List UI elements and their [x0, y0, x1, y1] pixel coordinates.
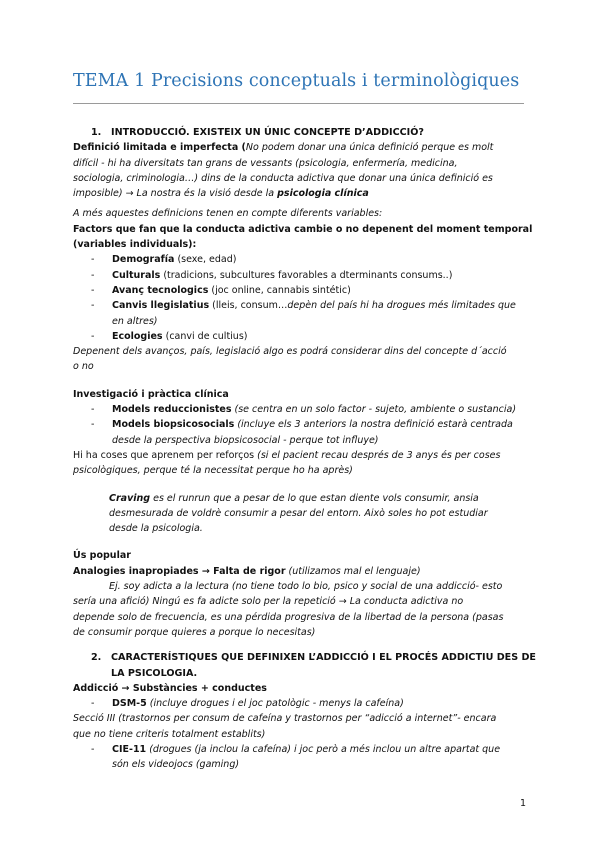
list-item: - CIE-11 (drogues (ja inclou la cafeína) i joc però a més inclou un altre apartat que [91, 743, 501, 755]
example-line-2: sería una afició) Ningú es fa adicte solo per la repetició → La conducta adictiva no [73, 596, 464, 608]
craving-line-1: Craving es el runrun que a pesar de lo que estan diente vols consumir, ansia [109, 492, 479, 504]
craving-line-3: desde la psicologia. [109, 523, 203, 535]
factors-line-1: Factors que fan que la conducta adictiva cambie o no depenent del moment temporal [73, 223, 533, 235]
section-2-heading: 2. CARACTERÍSTIQUES QUE DEFINIXEN L’ADDICCIÓ I EL PROCÉS ADDICTIU DES DE [91, 652, 536, 664]
list-item: - Demografía (sexe, edad) [91, 254, 237, 266]
list-item: - DSM-5 (incluye drogues i el joc patològic - menys la cafeína) [91, 698, 404, 710]
section-iii-line-1: Secció III (trastornos per consum de cafeína y trastornos per “adicció a internet”- encara [73, 713, 497, 725]
research-heading: Investigació i pràctica clínica [73, 388, 229, 400]
example-line-3: depende solo de frecuencia, es una pérdida progresiva de la libertad de la persona (pasas [73, 611, 504, 623]
list-item-continuation: en altres) [112, 315, 158, 327]
example-line-4: de consumir porque quieres a porque lo necesitas) [73, 626, 316, 638]
example-line-1: Ej. soy adicta a la lectura (no tiene todo lo bio, psico y social de una addicció- esto [109, 581, 503, 593]
list-item-continuation: són els videojocs (gaming) [112, 759, 240, 771]
page-title: TEMA 1 Precisions conceptuals i terminològiques [73, 71, 520, 91]
analogies-line: Analogies inapropiades → Falta de rigor (utilizamos mal el lenguaje) [73, 565, 421, 577]
craving-line-2: desmesurada de voldrè consumir a pesar del entorn. Això soles ho pot estudiar [109, 507, 488, 519]
reinforcement-line-1: Hi ha coses que aprenem per reforços (si el pacient recau després de 3 anys és per coses [73, 449, 501, 461]
section-2-heading-continuation: LA PSICOLOGIA. [111, 667, 198, 679]
dependence-line-2: o no [73, 361, 94, 373]
page-number: 1 [520, 798, 527, 809]
list-item: - Ecologies (canvi de cultius) [91, 330, 248, 342]
popular-use-heading: Ús popular [73, 550, 131, 562]
variables-intro: A més aquestes definicions tenen en compte diferents variables: [73, 208, 383, 220]
list-item: - Models reduccionistes (se centra en un solo factor - sujeto, ambiente o sustancia) [91, 404, 517, 416]
reinforcement-line-2: psicològiques, perque té la necessitat perque ho ha après) [73, 465, 353, 477]
title-divider [73, 103, 524, 104]
definition-line-2: difícil - hi ha diversitats tan grans de vessants (psicologia, enfermería, medicina, [73, 157, 458, 169]
section-1 [73, 125, 536, 773]
list-item-continuation: desde la perspectiva biopsicosocial - perque tot influye) [112, 434, 379, 446]
definition-line-3: sociologia, criminologia…) dins de la conducta adictiva que donar una única definició es [73, 172, 493, 184]
list-item: - Canvis llegislatius (lleis, consum…depèn del país hi ha drogues més limitades que [91, 300, 516, 312]
list-item: - Models biopsicosocials (incluye els 3 anteriors la nostra definició estarà centrada [91, 419, 513, 431]
list-item: - Avanç tecnologics (joc online, cannabis sintétic) [91, 284, 351, 296]
section-iii-line-2: que no tiene criteris totalment establits) [73, 728, 266, 740]
addiction-line: Addicció → Substàncies + conductes [73, 682, 267, 694]
definition-line-4: imposible) → La nostra és la visió desde la psicologia clínica [73, 188, 369, 200]
factors-line-2: (variables individuals): [73, 239, 197, 251]
section-1-heading: 1. INTRODUCCIÓ. EXISTEIX UN ÚNIC CONCEPTE D’ADDICCIÓ? [91, 127, 424, 138]
dependence-line-1: Depenent dels avanços, país, legislació algo es podrá considerar dins del concepte d´acció [73, 346, 507, 358]
list-item: - Culturals (tradicions, subcultures favorables a dterminants consums..) [91, 269, 453, 281]
definition-line-1: Definició limitada e imperfecta (No podem donar una única definició perque es molt [73, 142, 494, 154]
